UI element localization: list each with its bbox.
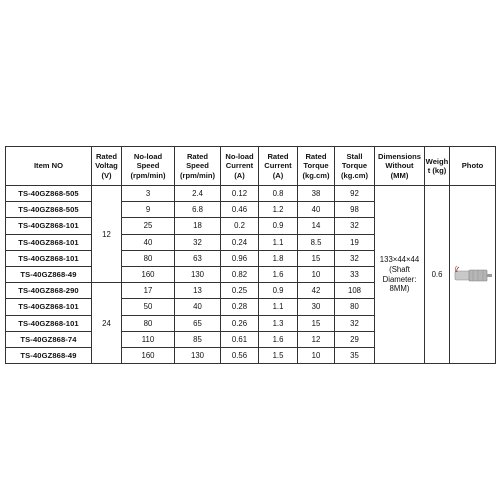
cell-rated-torque: 14	[298, 218, 335, 234]
cell-rated-current: 1.3	[259, 315, 298, 331]
cell-rated-speed: 130	[175, 266, 221, 282]
cell-item: TS-40GZ868-101	[6, 250, 92, 266]
cell-rated-current: 1.8	[259, 250, 298, 266]
cell-no-load-current: 0.28	[221, 299, 259, 315]
cell-rated-speed: 40	[175, 299, 221, 315]
cell-stall-torque: 80	[335, 299, 375, 315]
cell-no-load-current: 0.25	[221, 283, 259, 299]
cell-rated-speed: 6.8	[175, 202, 221, 218]
cell-rated-speed: 63	[175, 250, 221, 266]
cell-item: TS-40GZ868-505	[6, 202, 92, 218]
cell-no-load-speed: 110	[122, 331, 175, 347]
cell-no-load-speed: 17	[122, 283, 175, 299]
cell-stall-torque: 32	[335, 315, 375, 331]
cell-item: TS-40GZ868-101	[6, 315, 92, 331]
cell-item: TS-40GZ868-290	[6, 283, 92, 299]
cell-rated-current: 1.1	[259, 234, 298, 250]
gear-motor-photo-icon	[453, 264, 493, 286]
cell-no-load-speed: 160	[122, 266, 175, 282]
header-row	[6, 147, 496, 186]
header-rated-torque: Rated Torque (kg.cm)	[298, 147, 335, 186]
cell-no-load-current: 0.61	[221, 331, 259, 347]
cell-no-load-current: 0.26	[221, 315, 259, 331]
cell-rated-torque: 10	[298, 347, 335, 363]
motor-spec-table	[5, 146, 496, 364]
cell-rated-current: 1.6	[259, 331, 298, 347]
cell-stall-torque: 108	[335, 283, 375, 299]
header-no-load-current: No-load Current (A)	[221, 147, 259, 186]
header-weight: Weigh t (kg)	[425, 147, 450, 186]
cell-no-load-current: 0.96	[221, 250, 259, 266]
cell-rated-current: 1.6	[259, 266, 298, 282]
header-item-no: Item NO	[6, 147, 92, 186]
header-rated-speed: Rated Speed (rpm/min)	[175, 147, 221, 186]
cell-voltage-group-24: 24	[92, 283, 122, 364]
cell-item: TS-40GZ868-101	[6, 234, 92, 250]
header-rated-current: Rated Current (A)	[259, 147, 298, 186]
cell-no-load-speed: 40	[122, 234, 175, 250]
header-no-load-speed: No-load Speed (rpm/min)	[122, 147, 175, 186]
cell-rated-torque: 42	[298, 283, 335, 299]
cell-rated-current: 0.8	[259, 186, 298, 202]
cell-stall-torque: 33	[335, 266, 375, 282]
header-photo: Photo	[450, 147, 496, 186]
cell-no-load-speed: 80	[122, 315, 175, 331]
cell-dimensions: 133×44×44 (Shaft Diameter: 8MM)	[375, 186, 425, 364]
cell-no-load-speed: 3	[122, 186, 175, 202]
cell-no-load-current: 0.2	[221, 218, 259, 234]
cell-stall-torque: 19	[335, 234, 375, 250]
header-stall-torque: Stall Torque (kg.cm)	[335, 147, 375, 186]
cell-no-load-current: 0.46	[221, 202, 259, 218]
cell-rated-current: 0.9	[259, 218, 298, 234]
cell-rated-torque: 12	[298, 331, 335, 347]
cell-no-load-speed: 25	[122, 218, 175, 234]
header-rated-voltage: Rated Voltag (V)	[92, 147, 122, 186]
cell-item: TS-40GZ868-49	[6, 266, 92, 282]
cell-rated-current: 1.5	[259, 347, 298, 363]
cell-rated-torque: 38	[298, 186, 335, 202]
cell-item: TS-40GZ868-505	[6, 186, 92, 202]
cell-rated-torque: 15	[298, 250, 335, 266]
cell-stall-torque: 32	[335, 218, 375, 234]
cell-no-load-current: 0.82	[221, 266, 259, 282]
header-dimensions: Dimensions Without (MM)	[375, 147, 425, 186]
cell-no-load-speed: 50	[122, 299, 175, 315]
cell-rated-torque: 10	[298, 266, 335, 282]
cell-rated-torque: 8.5	[298, 234, 335, 250]
cell-no-load-speed: 160	[122, 347, 175, 363]
cell-voltage-group-12: 12	[92, 186, 122, 283]
cell-stall-torque: 92	[335, 186, 375, 202]
cell-rated-torque: 15	[298, 315, 335, 331]
cell-rated-current: 1.1	[259, 299, 298, 315]
cell-rated-speed: 2.4	[175, 186, 221, 202]
cell-item: TS-40GZ868-74	[6, 331, 92, 347]
cell-stall-torque: 98	[335, 202, 375, 218]
cell-photo	[450, 186, 496, 364]
cell-rated-speed: 130	[175, 347, 221, 363]
cell-item: TS-40GZ868-101	[6, 218, 92, 234]
cell-rated-speed: 65	[175, 315, 221, 331]
cell-no-load-current: 0.24	[221, 234, 259, 250]
cell-item: TS-40GZ868-49	[6, 347, 92, 363]
cell-stall-torque: 29	[335, 331, 375, 347]
cell-weight: 0.6	[425, 186, 450, 364]
cell-rated-current: 0.9	[259, 283, 298, 299]
cell-no-load-speed: 9	[122, 202, 175, 218]
cell-stall-torque: 32	[335, 250, 375, 266]
cell-rated-speed: 13	[175, 283, 221, 299]
cell-rated-speed: 85	[175, 331, 221, 347]
cell-rated-torque: 40	[298, 202, 335, 218]
cell-rated-current: 1.2	[259, 202, 298, 218]
cell-item: TS-40GZ868-101	[6, 299, 92, 315]
table-row	[6, 186, 496, 202]
cell-rated-torque: 30	[298, 299, 335, 315]
cell-rated-speed: 18	[175, 218, 221, 234]
cell-no-load-speed: 80	[122, 250, 175, 266]
cell-stall-torque: 35	[335, 347, 375, 363]
cell-rated-speed: 32	[175, 234, 221, 250]
cell-no-load-current: 0.12	[221, 186, 259, 202]
cell-no-load-current: 0.56	[221, 347, 259, 363]
